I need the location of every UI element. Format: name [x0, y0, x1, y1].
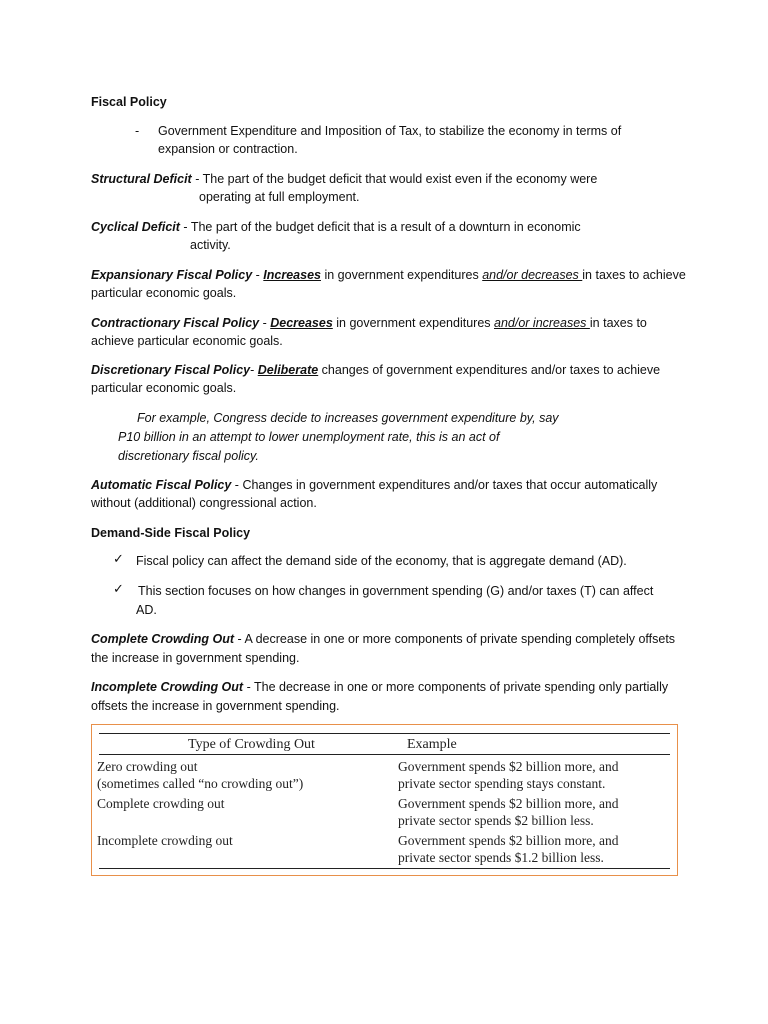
table-row-1-type-line-1: Zero crowding out — [97, 759, 198, 774]
expansionary-emphasis: Increases — [263, 268, 321, 282]
bullet-dash: - — [135, 124, 140, 138]
structural-deficit-term: Structural Deficit — [91, 172, 192, 186]
contractionary-emphasis: Decreases — [270, 316, 333, 330]
automatic-term: Automatic Fiscal Policy — [91, 478, 232, 492]
expansionary-definition: Expansionary Fiscal Policy - Increases in government expenditures and/or decreases in taxes to achieve — [91, 268, 686, 282]
structural-deficit-line-2: operating at full employment. — [199, 190, 360, 204]
cyclical-deficit-line-2: activity. — [190, 238, 231, 252]
demand-item-2-line-1: This section focuses on how changes in government spending (G) and/or taxes (T) can affect — [138, 584, 654, 598]
table-header-rule — [99, 754, 670, 755]
table-header-type: Type of Crowding Out — [188, 737, 315, 752]
example-line-1: For example, Congress decide to increases government expenditure by, say — [137, 411, 559, 425]
demand-item-2-line-2: AD. — [136, 603, 157, 617]
complete-crowding-definition: Complete Crowding Out - A decrease in one or more components of private spending completely offsets — [91, 632, 676, 646]
example-line-3: discretionary fiscal policy. — [118, 449, 259, 463]
check-icon: ✓ — [113, 551, 124, 566]
demand-item-1: Fiscal policy can affect the demand side of the economy, that is aggregate demand (AD). — [136, 554, 627, 568]
contractionary-definition: Contractionary Fiscal Policy - Decreases in government expenditures and/or increases in taxes to — [91, 316, 647, 330]
discretionary-emphasis: Deliberate — [257, 363, 319, 377]
complete-crowding-line-2: the increase in government spending. — [91, 651, 300, 665]
check-icon: ✓ — [113, 581, 124, 596]
table-row-3-example-line-2: private sector spends $1.2 billion less. — [398, 850, 604, 865]
incomplete-crowding-line-2: offsets the increase in government spending. — [91, 699, 340, 713]
table-row-3-type: Incomplete crowding out — [97, 833, 233, 848]
discretionary-term: Discretionary Fiscal Policy — [91, 363, 251, 377]
table-row-2-example-line-2: private sector spends $2 billion less. — [398, 813, 594, 828]
table-row-2-example-line-1: Government spends $2 billion more, and — [398, 796, 619, 811]
cyclical-deficit-term: Cyclical Deficit — [91, 220, 180, 234]
automatic-line-2: without (additional) congressional action. — [91, 496, 317, 510]
example-line-2: P10 billion in an attempt to lower unemployment rate, this is an act of — [118, 430, 500, 444]
table-row-1-type-line-2: (sometimes called “no crowding out”) — [97, 776, 304, 791]
table-top-rule — [99, 733, 670, 734]
expansionary-term: Expansionary Fiscal Policy — [91, 268, 253, 282]
table-row-1-example-line-2: private sector spending stays constant. — [398, 776, 606, 791]
table-header-example: Example — [407, 737, 457, 752]
cyclical-deficit-definition: Cyclical Deficit - The part of the budget deficit that is a result of a downturn in economic — [91, 220, 581, 234]
complete-crowding-term: Complete Crowding Out — [91, 632, 235, 646]
intro-line-1: Government Expenditure and Imposition of Tax, to stabilize the economy in terms of — [158, 124, 622, 138]
page-title: Fiscal Policy — [91, 95, 167, 109]
expansionary-line-2: particular economic goals. — [91, 286, 237, 300]
incomplete-crowding-definition: Incomplete Crowding Out - The decrease in one or more components of private spending only partially — [91, 680, 669, 694]
automatic-definition: Automatic Fiscal Policy - Changes in government expenditures and/or taxes that occur automatically — [91, 478, 658, 492]
contractionary-term: Contractionary Fiscal Policy — [91, 316, 260, 330]
incomplete-crowding-term: Incomplete Crowding Out — [91, 680, 244, 694]
discretionary-definition: Discretionary Fiscal Policy- Deliberate changes of government expenditures and/or taxes to achieve — [91, 363, 661, 377]
demand-side-heading: Demand-Side Fiscal Policy — [91, 526, 251, 540]
contractionary-line-2: achieve particular economic goals. — [91, 334, 283, 348]
structural-deficit-definition: Structural Deficit - The part of the budget deficit that would exist even if the economy were — [91, 172, 598, 186]
table-bottom-rule — [99, 868, 670, 869]
table-row-1-example-line-1: Government spends $2 billion more, and — [398, 759, 619, 774]
table-row-2-type: Complete crowding out — [97, 796, 225, 811]
crowding-out-table — [91, 724, 678, 876]
table-row-3-example-line-1: Government spends $2 billion more, and — [398, 833, 619, 848]
discretionary-line-2: particular economic goals. — [91, 381, 237, 395]
intro-line-2: expansion or contraction. — [158, 142, 298, 156]
